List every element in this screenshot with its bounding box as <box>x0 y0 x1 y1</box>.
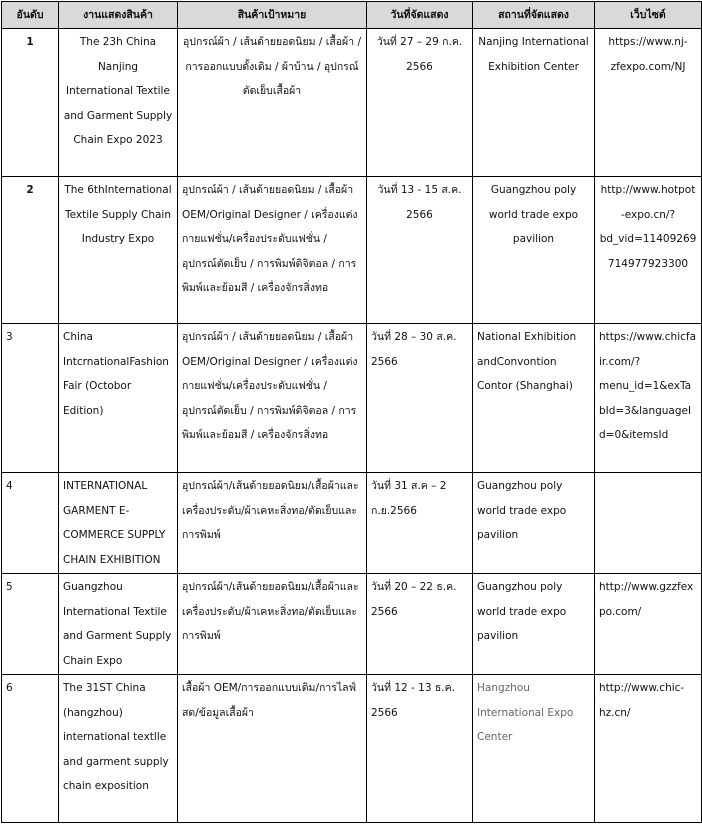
products-cell: อุปกรณ์ผ้า/เส้นด้ายยอดนิยม/เสื้อผ้าและเครื่องประดับ/ผ้าเคหะสิ่งทอ/ตัดเย็บและการพิมพ์ <box>178 574 367 675</box>
website-cell: https://www.nj-zfexpo.com/NJ <box>595 29 702 177</box>
products-cell: อุปกรณ์ผ้า / เส้นด้ายยอดนิยม / เสื้อผ้า / การออกแบบดั้งเดิม / ผ้าบ้าน / อุปกรณ์ตัดเย็บเสื้อผ้า <box>178 29 367 177</box>
header-expo: งานแสดงสินค้า <box>59 2 178 29</box>
products-cell: เสื้อผ้า OEM/การออกแบบเดิม/การไลฟ์สด/ข้อมูลเสื้อผ้า <box>178 675 367 823</box>
venue-cell: Nanjing International Exhibition Center <box>473 29 595 177</box>
website-cell: http://www.gzzfexpo.com/ <box>595 574 702 675</box>
table-row <box>2 675 702 823</box>
rank-cell: 6 <box>2 675 59 823</box>
header-website: เว็บไซต์ <box>595 2 702 29</box>
table-row <box>2 29 702 177</box>
date-cell: วันที่ 13 - 15 ส.ค. 2566 <box>367 177 473 324</box>
header-venue: สถานที่จัดแสดง <box>473 2 595 29</box>
expo-cell: The 31ST China (hangzhou) international textlle and garment supply chain exposition <box>59 675 178 823</box>
venue-cell: Guangzhou poly world trade expo pavilion <box>473 177 595 324</box>
website-cell: http://www.hotpot-expo.cn/?bd_vid=11409269714977923300 <box>595 177 702 324</box>
website-cell: http://www.chic-hz.cn/ <box>595 675 702 823</box>
expo-cell: INTERNATIONAL GARMENT E-COMMERCE SUPPLY CHAIN EXHIBITION <box>59 473 178 574</box>
expo-table <box>1 1 702 823</box>
rank-cell: 4 <box>2 473 59 574</box>
website-cell: https://www.chicfair.com/?menu_id=1&exTabId=3&languageId=0&itemsId <box>595 324 702 473</box>
website-cell <box>595 473 702 574</box>
date-cell: วันที่ 20 – 22 ธ.ค. 2566 <box>367 574 473 675</box>
header-row <box>2 2 702 29</box>
venue-cell: Guangzhou poly world trade expo pavilion <box>473 473 595 574</box>
expo-cell: The 23h China Nanjing International Textile and Garment Supply Chain Expo 2023 <box>59 29 178 177</box>
date-cell: วันที่ 28 – 30 ส.ค. 2566 <box>367 324 473 473</box>
products-cell: อุปกรณ์ผ้า / เส้นด้ายยอดนิยม / เสื้อผ้า OEM/Original Designer / เครื่องแต่งกายแฟชั่น/เครื่องประดับแฟชั่น / อุปกรณ์ตัดเย็บ / การพิมพ์ดิจิตอล / การพิมพ์และย้อมสี / เครื่องจักรสิ่งทอ <box>178 324 367 473</box>
date-cell: วันที่ 12 - 13 ธ.ค. 2566 <box>367 675 473 823</box>
rank-cell: 3 <box>2 324 59 473</box>
expo-cell: Guangzhou International Textile and Garment Supply Chain Expo <box>59 574 178 675</box>
venue-cell: Guangzhou poly world trade expo pavilion <box>473 574 595 675</box>
expo-cell: China IntcrnationalFashion Fair (Octobor Edition) <box>59 324 178 473</box>
table-row <box>2 324 702 473</box>
header-rank: อันดับ <box>2 2 59 29</box>
table-row <box>2 473 702 574</box>
expo-cell: The 6thInternational Textile Supply Chain Industry Expo <box>59 177 178 324</box>
products-cell: อุปกรณ์ผ้า/เส้นด้ายยอดนิยม/เสื้อผ้าและเครื่องประดับ/ผ้าเคหะสิ่งทอ/ตัดเย็บและการพิมพ์ <box>178 473 367 574</box>
date-cell: วันที่ 27 – 29 ก.ค. 2566 <box>367 29 473 177</box>
venue-cell: National Exhibition andConvontion Contor (Shanghai) <box>473 324 595 473</box>
date-cell: วันที่ 31 ส.ค – 2 ก.ย.2566 <box>367 473 473 574</box>
table-row <box>2 574 702 675</box>
rank-cell: 1 <box>2 29 59 177</box>
rank-cell: 2 <box>2 177 59 324</box>
header-date: วันที่จัดแสดง <box>367 2 473 29</box>
header-products: สินค้าเป้าหมาย <box>178 2 367 29</box>
table-row <box>2 177 702 324</box>
venue-cell: Hangzhou International Expo Center <box>473 675 595 823</box>
products-cell: อุปกรณ์ผ้า / เส้นด้ายยอดนิยม / เสื้อผ้า OEM/Original Designer / เครื่องแต่งกายแฟชั่น/เครื่องประดับแฟชั่น / อุปกรณ์ตัดเย็บ / การพิมพ์ดิจิตอล / การพิมพ์และย้อมสี / เครื่องจักรสิ่งทอ <box>178 177 367 324</box>
rank-cell: 5 <box>2 574 59 675</box>
